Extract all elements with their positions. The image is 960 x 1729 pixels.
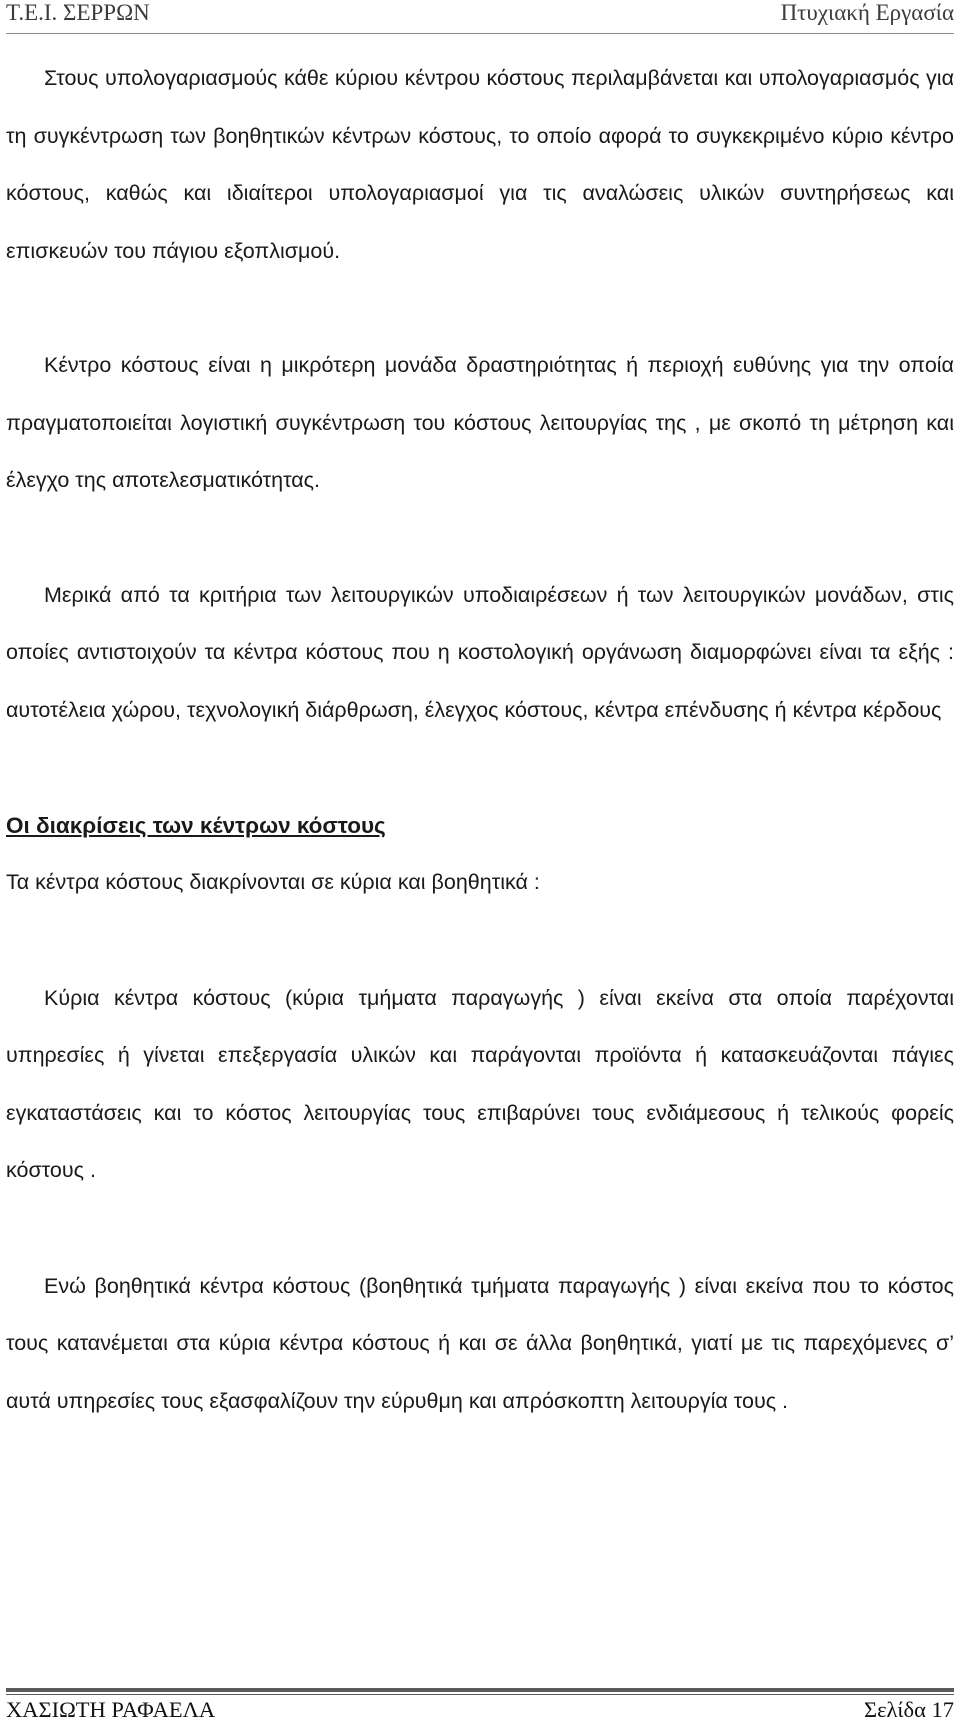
paragraph-classification-intro: Τα κέντρα κόστους διακρίνονται σε κύρια και βοηθητικά : — [6, 870, 540, 894]
footer-author: ΧΑΣΙΩΤΗ ΡΑΦΑΕΛΑ — [6, 1697, 216, 1722]
paragraph-subaccounts: Στους υπολογαριασμούς κάθε κύριου κέντρου κόστους περιλαμβάνεται και υπολογαριασμός για τη συγκέντρωση των βοηθητικών κέντρων κόστους, το οποίο αφορά το συγκεκριμένο κύριο κέντρο κόστους, καθώς και ιδιαίτεροι υπολογαριασμοί για τις αναλώσεις υλικών συντηρήσεως και επισκευών του πάγιου εξοπλισμού. — [6, 66, 954, 263]
header-divider — [6, 33, 954, 34]
paragraph-main-cost-centers: Κύρια κέντρα κόστους (κύρια τμήματα παραγωγής ) είναι εκείνα στα οποία παρέχονται υπηρεσίες ή γίνεται επεξεργασία υλικών και παράγονται προϊόντα ή κατασκευάζονται πάγιες εγκαταστάσεις και το κόστος λειτουργίας τους επιβαρύνει τους ενδιάμεσους ή τελικούς φορείς κόστους . — [6, 985, 954, 1182]
page-header — [6, 0, 954, 36]
page-footer — [6, 1697, 954, 1727]
footer-divider-thick — [6, 1688, 954, 1692]
paragraph-criteria: Μερικά από τα κριτήρια των λειτουργικών υποδιαιρέσεων ή των λειτουργικών μονάδων, στις οποίες αντιστοιχούν τα κέντρα κόστους που η κοστολογική οργάνωση διαμορφώνει είναι τα εξής : αυτοτέλεια χώρου, τεχνολογική διάρθρωση, έλεγχος κόστους, κέντρα επένδυσης ή κέντρα κέρδους — [6, 582, 954, 722]
document-body — [6, 50, 954, 1430]
footer-divider-thin — [6, 1694, 954, 1695]
header-institution: Τ.Ε.Ι. ΣΕΡΡΩΝ — [6, 0, 150, 25]
section-heading: Οι διακρίσεις των κέντρων κόστους — [6, 813, 386, 838]
paragraph-auxiliary-cost-centers: Ενώ βοηθητικά κέντρα κόστους (βοηθητικά τμήματα παραγωγής ) είναι εκείνα που το κόστος τους κατανέμεται στα κύρια κέντρα κόστους ή και σε άλλα βοηθητικά, γιατί με τις παρεχόμενες σ’ αυτά υπηρεσίες τους εξασφαλίζουν την εύρυθμη και απρόσκοπτη λειτουργία τους . — [6, 1273, 954, 1413]
paragraph-cost-center-definition: Κέντρο κόστους είναι η μικρότερη μονάδα δραστηριότητας ή περιοχή ευθύνης για την οποία πραγματοποιείται λογιστική συγκέντρωση του κόστους λειτουργίας της , με σκοπό τη μέτρηση και έλεγχο της αποτελεσματικότητας. — [6, 353, 954, 492]
page-number: Σελίδα 17 — [863, 1697, 954, 1722]
header-document-type: Πτυχιακή Εργασία — [780, 0, 954, 25]
